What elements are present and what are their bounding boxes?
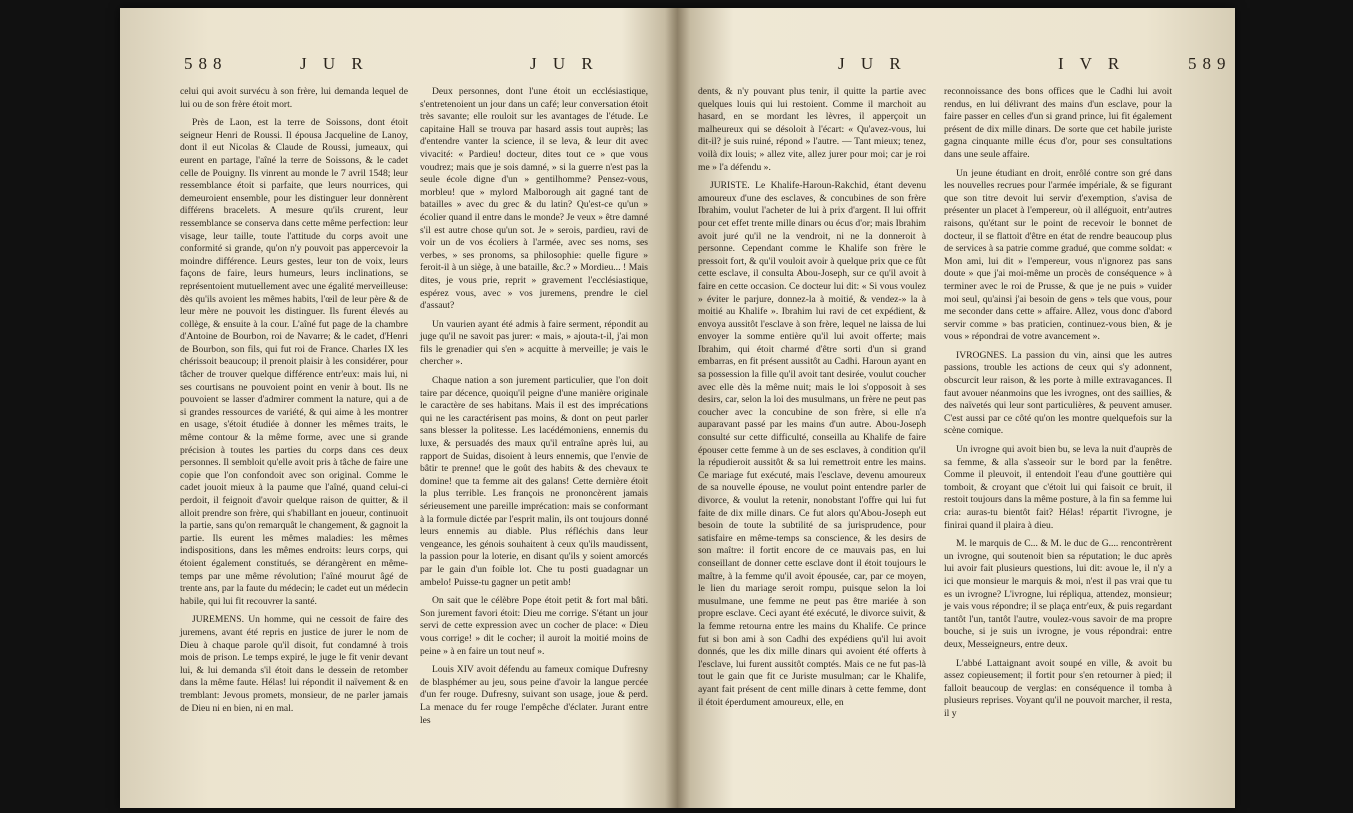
left-page [120,8,677,808]
right-column-2 [944,86,1172,727]
right-column-1 [698,86,926,715]
left-running-head: J U R [300,54,369,73]
paragraph: Chaque nation a son jurement particulier, que l'on doit taire par décence, quoiqu'il peigne d'une manière originale le caractère de ses habitans. Mais il est des imprécations qui ne les caractérisent pas moins, & dont on peut parler sans blesser la politesse. Les lacédémoniens, ennemis du luxe, & persuadés des maux qu'il entraîne après lui, au rapport de Suidas, disoient à leurs ennemis, que l'envie de bâtir te prenne! que le goût des habits & des chevaux te domine! que ta femme ait des galans! Cette dernière étoit la plus terrible. Les françois ne prononcèrent jamais sérieusement une pareille imprécation: mais se conformant à la formule dictée par l'esprit malin, ils ont toujours donné leurs ennemis au diable. Plus réfléchis dans leur vengeance, les génois souhaitent à ceux qu'ils maudissent, la passion pour la loterie, en disant qu'ils y soient amorcés par le gain d'un foible lot. Che tu posti guadagnar un ambelo! Puisse-tu gagner un petit amb! [420,375,648,588]
left-column-2 [420,86,648,733]
paragraph: M. le marquis de C... & M. le duc de G.... rencontrèrent un ivrogne, qui soutenoit bien sa réputation; le duc après lui avoir fait plusieurs questions, lui dit: avoue le, il n'y a ici que monsieur le marquis & moi, n'est il pas vrai que tu es un ivrogne? L'ivrogne, lui répliqua, attendez, monsieur; je vais vous répondre; il se plaça entr'eux, & puis regardant tantôt l'un, tantôt l'autre, voulez-vous savoir de ma propre bouche, si je suis un ivrogne, je vous répondrai: entre deux, Messeigneurs, entre deux. [944,538,1172,650]
paragraph: JUREMENS. Un homme, qui ne cessoit de faire des juremens, avant été repris en justice de jurer le nom de Dieu à chaque parole qu'il disoit, fut condamné à trois mois de prison. Le temps expiré, le juge le fit venir devant lui, & lui demanda s'il étoit dans le dessein de retomber dans la même faute. Hélas! lui répondit il naïvement & en tremblant: Jevous promets, monsieur, de ne parler jamais de Dieu ni en bien, ni en mal. [180,614,408,714]
right-page [678,8,1235,808]
paragraph: Un jeune étudiant en droit, enrôlé contre son gré dans les nouvelles recrues pour l'armée impériale, & se figurant que son titre devoit lui servir d'exemption, s'avisa de présenter un placet à l'empereur, où il alléguoit, entr'autres raisons, qu'étant sur le point de recevoir le bonnet de docteur, il se flattoit d'être en état de rendre beaucoup plus de services à sa patrie comme gradué, que comme soldat: « Mon ami, lui dit » l'empereur, vous n'ignorez pas sans doute » que j'ai moi-même un procès de conséquence » à terminer avec le roi de Prusse, & que je ne puis » vuider moi seul, qu'ainsi j'ai besoin de gens » tels que vous, pour me seconder dans cette » affaire. Allez, vous donc d'abord servir comme » bas praticien, continuez-vous bien, & je vous » répondrai de votre avancement ». [944,167,1172,343]
left-page-number: 588 [184,54,228,73]
paragraph: Louis XIV avoit défendu au fameux comique Dufresny de blasphémer au jeu, sous peine d'avoir la langue percée d'un fer rouge. Dufresny, suivant son usage, joue & perd. La menace du fer rouge l'empêche d'éclater. Jurant entre les [420,664,648,726]
left-column-1 [180,86,408,721]
paragraph: reconnoissance des bons offices que le Cadhi lui avoit rendus, en lui délivrant des mains d'un esclave, pour la faire passer en celles d'un si grand prince, lui fit également présent de dix mille dinars. De sorte que cet habile juriste gagna cinquante mille écus d'or, pour ses consultations dans une seule affaire. [944,86,1172,160]
paragraph: dents, & n'y pouvant plus tenir, il quitte la partie avec quelques louis qui lui restoient. Comme il marchoit au hasard, en se mordant les lèvres, il apperçoit un malheureux qui se désoloit à l'écart: « Qu'avez-vous, lui dit-il? je suis ruiné, répond » l'autre. — Tant mieux; tenez, voilà dix louis; » allez vite, allez jurer pour moi; car je roi me » l'a défendu ». [698,86,926,173]
paragraph: Près de Laon, est la terre de Soissons, dont étoit seigneur Henri de Roussi. Il épousa Jacqueline de Lanoy, dont il eut Nicolas & Claude de Roussi, jumeaux, qui eurent en partage, l'aîné la terre de Soissons, & le cadet celle de Pouigny. Ils vinrent au monde le 7 avril 1548; leur ressemblance étoit si parfaite, que leurs nourrices, qui demeuroient ensemble, pour les distinguer leur donnèrent différens bracelets. A mesure qu'ils crurent, leur ressemblance se conserva dans cette même perfection: leur visage, leur taille, toute l'attitude du corps avoit une conformité si grande, qu'on n'y pouvoit pas appercevoir la moindre différence. Leurs gestes, leur ton de voix, leurs façons de faire, leurs humeurs, leurs inclinations, se représentoient mutuellement avec une égalité merveilleuse: dès qu'ils avoient les mêmes habits, l'œil de leur père & de leur mère ne pouvoit les distinguer. Ils furent élevés au collège, & ensuite à la cour. L'aîné fut page de la chambre d'Antoine de Bourbon, roi de Navarre; & le cadet, d'Henri de Bourbon, son fils, qui fut roi de France. Charles IX les chérissoit beaucoup; il prenoit plaisir à les considérer, pour tâcher de trouver quelque différence entr'eux: mais lui, ni ses courtisans ne pouvoient point en venir à bout. Ils ne pouvoient se lasser d'admirer comment la nature, qui a de si grandes ressources de variété, & qui aime à les montrer en usage, s'étoit étudiée à donner les mêmes traits, le même contour & la même forme, avec une si grande précision à toutes les parties du corps dans ces deux personnes. Il sembloit qu'elle avoit pris à tâche de faire une copie que l'on confondoit avec son original. Comme le cadet jouoit mieux à la paume que l'aîné, quand celui-ci perdoit, il feignoit d'avoir quelque raison de quitter, & il alloit prendre son frère, qui s'habillant en joueur, continuoit la partie, sans qu'on remarquât le changement, & gagnoit la partie. Ils eurent les mêmes maladies: les mêmes indispositions, dans les mêmes endroits: leurs corps, qui étoient également constitués, se dérangèrent en même-temps par une même révolution; l'aîné mourut âgé de trente ans, par la faute du médecin; le cadet eut un médecin habile, qui lui fit recouvrer la santé. [180,117,408,607]
paragraph: Un vaurien ayant été admis à faire serment, répondit au juge qu'il ne savoit pas jurer: « mais, » ajouta-t-il, j'ai mon fils le grenadier qui s'en » acquitte à merveille; je vais le chercher ». [420,318,648,368]
paragraph: JURISTE. Le Khalife-Haroun-Rakchid, étant devenu amoureux d'une des esclaves, & concubines de son frère Ibrahim, voulut l'acheter de lui à prix d'argent. Il lui offrit pour cet effet trente mille dinars ou écus d'or; mais Ibrahim avoit juré qu'il ne la vendroit, ni ne la donneroit à personne. Cependant comme le Khalife son frère le pressoit fort, & qu'il vouloit avoir à quelque prix que ce fût cette esclave, il consulta Abou-Joseph, sur ce qu'il avoit à faire en cette occasion. Ce docteur lui dit: « Si vous voulez » éviter le parjure, donnez-la à moitié, & vendez-» la à moitié au Khalife ». Ibrahim lui ravi de cet expédient, & envoya aussitôt l'esclave à son frère, lequel ne laissa de lui envoyer la somme entière qu'il lui avoit offerte; mais Ibrahim, qui étoit charmé d'être sorti d'un si grand embarras, en fit présent aussitôt au Cadhi. Haroun ayant en sa possession la fille qu'il avoit tant desirée, voulut coucher avec elle dès la même nuit; mais le loi s'opposoit à ses desirs, car, selon la loi des musulmans, un frère ne peut pas coucher avec la concubine de son frère, si elle n'a auparavant passé par les mains d'un autre. Abou-Joseph consulté sur cette difficulté, conseilla au Khalife de faire épouser cette femme à un de ses esclaves, à condition qu'il la répudieroit aussitôt & sa lui remettroit entre les mains. Ce mariage fut exécuté, mais l'esclave, devenu amoureux de sa nouvelle épouse, ne voulut point entendre parler de divorce, & voulut la retenir, nonobstant l'offre qui lui fut faite de dix mille dinars. Ce fut alors qu'Abou-Joseph eut besoin de toute la subtilité de sa jurisprudence, pour satisfaire en même-temps sa conscience, & les desirs de son maître: il fortit encore de ce mauvais pas, en lui conseillant de donner cette esclave dont il étoit toujours le maître, à la femme qu'il avoit épousée, car, par ce moyen, le lien du mariage seroit rompu, puisque selon la loi musulmane, une femme ne peut pas être mariée à son propre esclave. Ceci ayant été exécuté, le divorce suivit, & la femme retourna entre les mains du Khalife. Ce prince fut si bon ami à son Cadhi des expédiens qu'il lui avoit donnés, que les dix mille dinars qui avoient été offerts à l'esclave, lui furent aussitôt comptés. Mais ce ne fut pas-là tout le gain que fit ce Juriste musulman; car le Khalife, ayant fait présent de cent mille dinars à cette femme, dont il étoit éperdument amoureux, elle, en [698,180,926,708]
right-running-head-right: I V R [1058,54,1126,73]
paragraph: On sait que le célèbre Pope étoit petit & fort mal bâti. Son jurement favori étoit: Dieu me corrige. S'étant un jour servi de cette expression avec un cocher de place: « Dieu vous corrige! » dit le cocher; il auroit la moitié moins de peine » à en faire un tout neuf ». [420,595,648,657]
paragraph: celui qui avoit survécu à son frère, lui demanda lequel de lui ou de son frère étoit mort. [180,86,408,110]
right-page-number: 589 [1188,54,1232,73]
paragraph: L'abbé Lattaignant avoit soupé en ville, & avoit bu assez copieusement; il fortit pour s'en retourner à pied; il falloit beaucoup de verglas: en conséquence il tomba à plusieurs reprises. Voyant qu'il ne pouvoit marcher, il resta, il y [944,657,1172,719]
left-running-head-2: J U R [530,54,599,73]
paragraph: IVROGNES. La passion du vin, ainsi que les autres passions, trouble les actions de ceux qui s'y adonnent, obscurcit leur raison, & les porte à mille extravagances. Il faut avouer néanmoins que les ivrognes, ont des saillies, & des naïvetés qui leur sont particulières, & peuvent amuser. C'est aussi par ce côté qu'on les montre quelquefois sur la scène comique. [944,349,1172,437]
paragraph: Deux personnes, dont l'une étoit un ecclésiastique, s'entretenoient un jour dans un café; leur conversation étoit très savante; elle rouloit sur les avantages de l'étude. Le capitaine Hall se trouva par hasard assis tout auprès; las d'entendre vanter la science, il se leva, & leur dit avec vivacité: « Pardieu! docteur, dites tout ce » que vous voudrez; mais que je sois damné, » si la guerre n'est pas la seule école digne d'un » gentilhomme? Pensez-vous, morbleu! que » mylord Malborough ait gagné tant de batailles » avec du grec & du latin? Qu'est-ce qu'un » écolier quand il entre dans le monde? Je veux » être damné s'il est autre chose qu'un sot. Je » serois, pardieu, ravi de voir un de vos écoliers à l'armée, avec ses noms, ses verbes, » ses pronoms, sa philosophie: quelle figure » feroit-il à un siège, à une bataille, &c.? » Mordieu... ! Mais dites, je vous prie, reprit » gravement l'ecclésiastique, espérez vous, avec » vos juremens, prendre le ciel d'assaut? [420,86,648,312]
right-running-head-left: J U R [838,54,907,73]
paragraph: Un ivrogne qui avoit bien bu, se leva la nuit d'auprès de sa femme, & alla s'asseoir sur le bord par la fenêtre. Comme il pleuvoit, il entendoit l'eau d'une gouttière qui tomboit, & croyant que c'étoit lui qui faisoit ce bruit, il restoit toujours dans la même posture, à la fin sa femme lui cria: auras-tu bientôt fait? Hélas! répartit l'ivrogne, je finirai quand il plaira à dieu. [944,444,1172,531]
book-spread [120,8,1235,808]
